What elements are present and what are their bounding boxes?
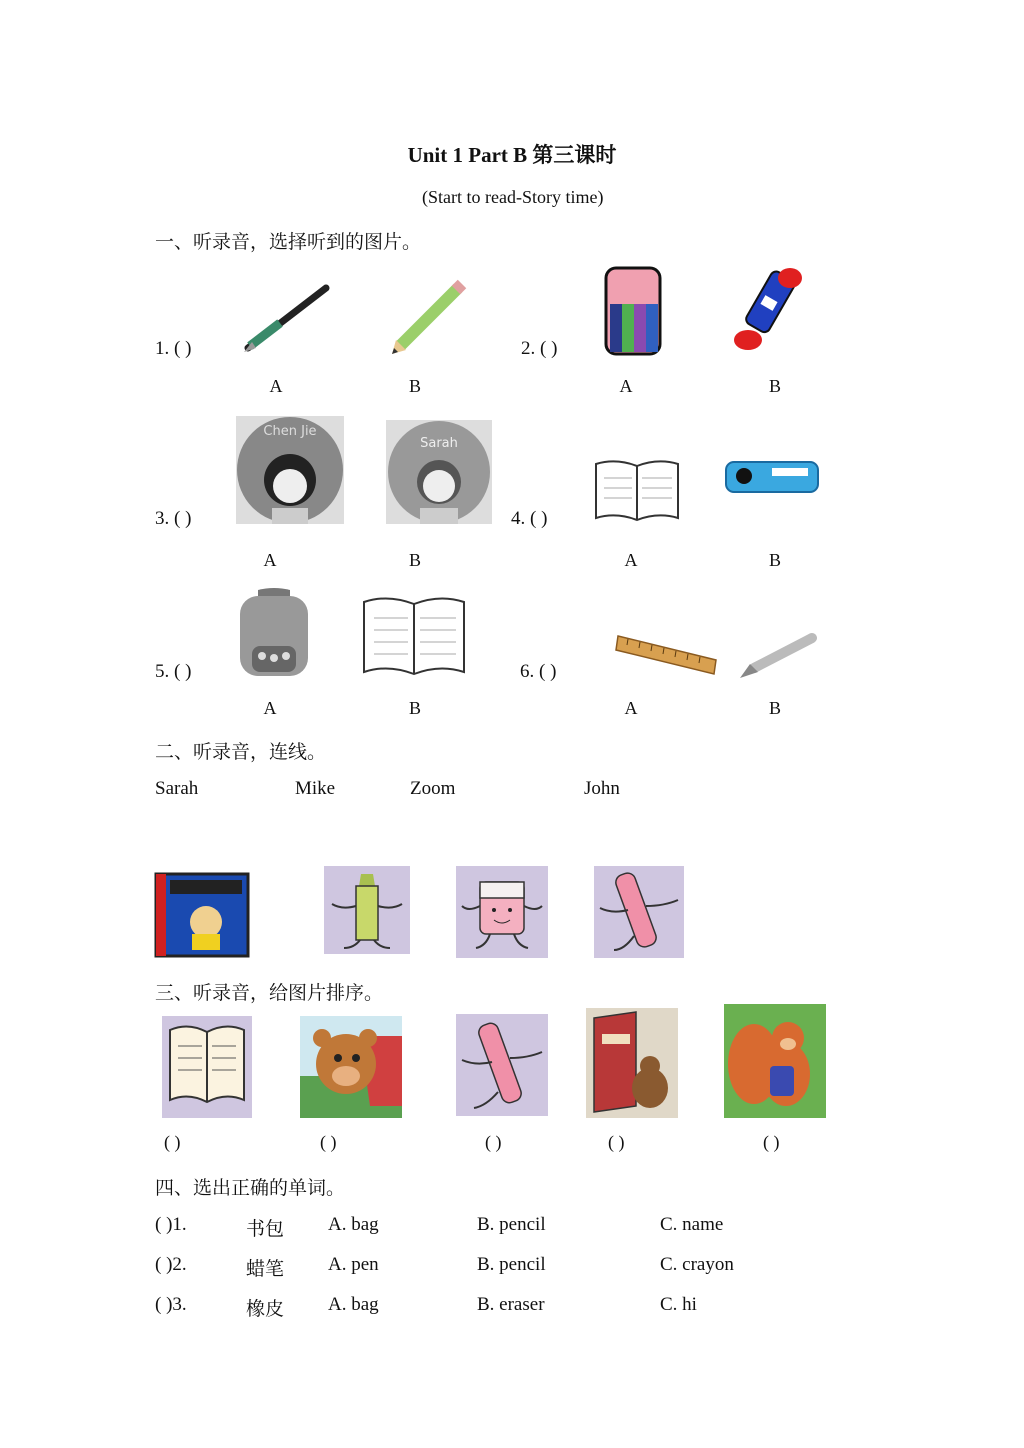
book-icon — [592, 456, 682, 524]
book-character-icon — [162, 1016, 252, 1118]
q3-label-b: B — [408, 550, 421, 570]
q4-label-a: A — [624, 550, 638, 570]
q4-3-word: 橡皮 — [246, 1299, 285, 1320]
pen-icon — [738, 628, 820, 680]
q4-number: 4. ( ) — [511, 508, 548, 529]
q4-3-paren[interactable]: ( )3. — [155, 1294, 187, 1315]
q4-3-option-b: B. eraser — [477, 1294, 545, 1315]
order-blank-2[interactable]: ( ) — [320, 1132, 337, 1152]
q4-2-option-a: A. pen — [328, 1254, 379, 1275]
q6-label-a: A — [624, 698, 638, 718]
q4-3-option-a: A. bag — [328, 1294, 379, 1315]
eraser-icon — [600, 264, 666, 358]
q4-2-word: 蜡笔 — [246, 1259, 285, 1280]
q2-label-a: A — [619, 376, 633, 396]
q1-label-a: A — [269, 376, 283, 396]
sarah-badge-text: Sarah — [420, 436, 458, 451]
section1-heading: 一、听录音，选择听到的图片。 — [155, 232, 422, 253]
name-mike: Mike — [295, 778, 336, 799]
fountain-pen-icon — [240, 280, 335, 355]
q6-number: 6. ( ) — [520, 661, 557, 682]
q4-1-word: 书包 — [246, 1219, 285, 1240]
q4-2-option-c: C. crayon — [660, 1254, 734, 1275]
q4-1-paren[interactable]: ( )1. — [155, 1214, 187, 1235]
book-icon — [360, 592, 468, 678]
section4-heading: 四、选出正确的单词。 — [155, 1178, 346, 1199]
q1-label-b: B — [408, 376, 421, 396]
eraser-character-icon — [456, 866, 548, 958]
q5-number: 5. ( ) — [155, 661, 192, 682]
storybook-icon — [140, 866, 268, 962]
book-and-squirrel-icon — [586, 1008, 678, 1118]
q5-label-a: A — [263, 698, 277, 718]
chen-jie-badge-icon — [236, 416, 344, 524]
q4-1-option-c: C. name — [660, 1214, 724, 1235]
q4-2-paren[interactable]: ( )2. — [155, 1254, 187, 1275]
name-john: John — [584, 778, 620, 799]
zip-squirrel-icon — [724, 1004, 826, 1118]
order-blank-3[interactable]: ( ) — [485, 1132, 502, 1152]
q6-label-b: B — [768, 698, 781, 718]
name-sarah: Sarah — [155, 778, 199, 799]
q2-number: 2. ( ) — [521, 338, 558, 359]
page-subtitle: (Start to read-Story time) — [422, 187, 604, 207]
q4-1-option-a: A. bag — [328, 1214, 379, 1235]
q3-label-a: A — [263, 550, 277, 570]
order-blank-4[interactable]: ( ) — [608, 1132, 625, 1152]
section2-heading: 二、听录音，连线。 — [155, 742, 327, 763]
sarah-badge-icon — [386, 420, 492, 524]
ruler-icon — [614, 626, 720, 680]
order-blank-5[interactable]: ( ) — [763, 1132, 780, 1152]
pen-character-icon — [594, 866, 684, 958]
glue-stick-icon — [732, 262, 807, 354]
q4-3-option-c: C. hi — [660, 1294, 697, 1315]
q1-number: 1. ( ) — [155, 338, 192, 359]
school-bag-icon — [228, 586, 320, 680]
pencil-box-icon — [722, 426, 822, 524]
q4-2-option-b: B. pencil — [477, 1254, 546, 1275]
order-blank-1[interactable]: ( ) — [164, 1132, 181, 1152]
zoom-bear-icon — [300, 1016, 402, 1118]
q4-1-option-b: B. pencil — [477, 1214, 546, 1235]
q3-number: 3. ( ) — [155, 508, 192, 529]
q5-label-b: B — [408, 698, 421, 718]
q2-label-b: B — [768, 376, 781, 396]
q4-label-b: B — [768, 550, 781, 570]
chen-jie-badge-text: Chen Jie — [263, 424, 317, 439]
section3-heading: 三、听录音，给图片排序。 — [155, 983, 384, 1004]
pen-character-icon — [456, 1014, 548, 1116]
pencil-icon — [388, 278, 468, 358]
crayon-character-icon — [324, 866, 410, 954]
page-title: Unit 1 Part B 第三课时 — [407, 143, 617, 167]
name-zoom: Zoom — [410, 778, 456, 799]
